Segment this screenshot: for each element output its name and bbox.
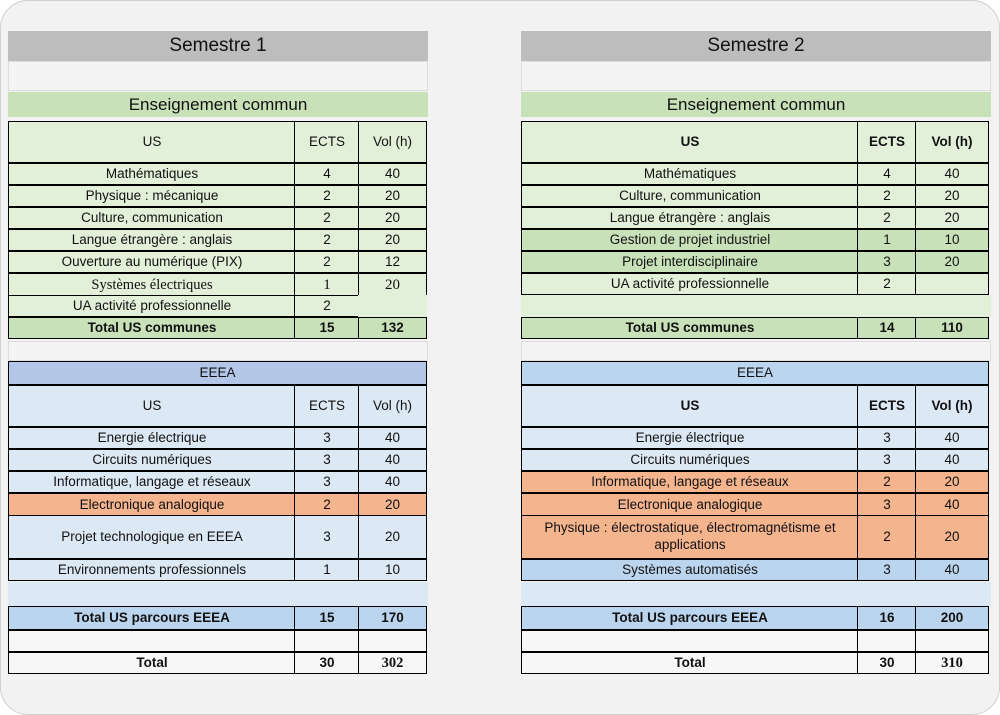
s2-total-vol: 310 (915, 652, 989, 674)
blank-cell (8, 630, 296, 652)
blank-cell (857, 630, 917, 652)
s1-common-vol: 12 (358, 251, 427, 273)
s2-common-us: Langue étrangère : anglais (521, 207, 859, 229)
s2-common-ects: 2 (857, 207, 917, 229)
s1-total-label: Total (8, 652, 296, 674)
s2-common-us: Culture, communication (521, 185, 859, 207)
s2-eeea-us: Informatique, langage et réseaux (521, 471, 859, 493)
s1-common-vol: 20 (358, 273, 427, 297)
s1-eeea-header-vol: Vol (h) (358, 385, 427, 427)
s1-common-us: Physique : mécanique (8, 185, 296, 207)
s2-common-vol: 20 (915, 207, 989, 229)
s1-common-title: Enseignement commun (8, 92, 428, 117)
s2-common-vol: 40 (915, 163, 989, 185)
s1-eeea-us: Energie électrique (8, 427, 296, 449)
blank-row (8, 582, 428, 606)
s1-eeea-ects: 2 (294, 493, 360, 517)
s1-common-us: Langue étrangère : anglais (8, 229, 296, 251)
blank-row (521, 341, 991, 361)
s2-eeea-ects: 2 (857, 515, 917, 559)
s2-common-vol: 20 (915, 185, 989, 207)
s2-eeea-us: Circuits numériques (521, 449, 859, 471)
s2-common-total-vol: 110 (915, 317, 989, 339)
s2-eeea-vol: 40 (915, 427, 989, 449)
s2-header-us: US (521, 121, 859, 163)
s1-common-us: Ouverture au numérique (PIX) (8, 251, 296, 273)
s1-header-us: US (8, 121, 296, 163)
s2-total-ects: 30 (857, 652, 917, 674)
s2-eeea-us: Physique : électrostatique, électromagnétisme et applications (521, 515, 859, 559)
s2-eeea-vol: 40 (915, 449, 989, 471)
s2-eeea-total-vol: 200 (915, 606, 989, 630)
s1-eeea-vol: 40 (358, 471, 427, 493)
s2-common-ects: 1 (857, 229, 917, 251)
s1-eeea-vol: 20 (358, 515, 427, 559)
s1-common-us: Culture, communication (8, 207, 296, 229)
s1-common-vol: 20 (358, 185, 427, 207)
s1-common-us: Systèmes électriques (8, 273, 296, 297)
s2-common-ects: 2 (857, 273, 917, 295)
blank-row (521, 582, 991, 606)
s2-eeea-vol: 40 (915, 559, 989, 581)
s2-eeea-us: Systèmes automatisés (521, 559, 859, 581)
s2-common-total-label: Total US communes (521, 317, 859, 339)
s2-eeea-header-us: US (521, 385, 859, 427)
s1-eeea-ects: 3 (294, 471, 360, 493)
s1-common-vol: 20 (358, 229, 427, 251)
s1-eeea-us: Electronique analogique (8, 493, 296, 517)
s2-eeea-ects: 2 (857, 471, 917, 493)
s1-eeea-us: Circuits numériques (8, 449, 296, 471)
s2-common-us: Mathématiques (521, 163, 859, 185)
s2-eeea-vol: 20 (915, 471, 989, 493)
s1-common-ects: 2 (294, 229, 360, 251)
s2-eeea-us: Electronique analogique (521, 493, 859, 517)
s2-eeea-vol: 40 (915, 493, 989, 517)
s2-common-us: Gestion de projet industriel (521, 229, 859, 251)
semester-2-title: Semestre 2 (521, 31, 991, 61)
s2-common-us: UA activité professionnelle (521, 273, 859, 295)
s1-common-total-label: Total US communes (8, 317, 296, 339)
s1-eeea-ects: 3 (294, 515, 360, 559)
s1-eeea-us: Informatique, langage et réseaux (8, 471, 296, 493)
s1-eeea-header-us: US (8, 385, 296, 427)
s1-common-vol: 20 (358, 207, 427, 229)
s1-common-ects: 1 (294, 273, 360, 297)
s2-eeea-ects: 3 (857, 427, 917, 449)
blank-row (8, 341, 428, 361)
s1-common-us: UA activité professionnelle (8, 295, 296, 317)
s1-common-total-ects: 15 (294, 317, 360, 339)
s2-header-ects: ECTS (857, 121, 917, 163)
s1-eeea-ects: 1 (294, 559, 360, 581)
s2-eeea-header-vol: Vol (h) (915, 385, 989, 427)
s2-common-ects: 2 (857, 185, 917, 207)
s1-header-vol: Vol (h) (358, 121, 427, 163)
s2-eeea-header-ects: ECTS (857, 385, 917, 427)
s2-common-us: Projet interdisciplinaire (521, 251, 859, 273)
blank-row (521, 61, 991, 91)
s1-common-ects: 2 (294, 251, 360, 273)
s1-common-us: Mathématiques (8, 163, 296, 185)
s2-common-vol: 20 (915, 251, 989, 273)
s2-eeea-ects: 3 (857, 449, 917, 471)
blank-cell (358, 630, 427, 652)
s1-eeea-ects: 3 (294, 449, 360, 471)
blank-cell (294, 630, 360, 652)
s2-eeea-title: EEEA (521, 361, 989, 385)
s1-common-ects: 4 (294, 163, 360, 185)
s2-common-total-ects: 14 (857, 317, 917, 339)
s2-total-label: Total (521, 652, 859, 674)
semester-1-title: Semestre 1 (8, 31, 428, 61)
s2-common-vol (915, 273, 989, 295)
s1-eeea-header-ects: ECTS (294, 385, 360, 427)
s2-eeea-total-label: Total US parcours EEEA (521, 606, 859, 630)
s2-eeea-ects: 3 (857, 559, 917, 581)
s1-eeea-title: EEEA (8, 361, 427, 385)
s1-common-vol (358, 295, 427, 317)
s1-total-ects: 30 (294, 652, 360, 674)
s1-common-ects: 2 (294, 185, 360, 207)
s1-eeea-total-vol: 170 (358, 606, 427, 630)
s1-eeea-us: Projet technologique en EEEA (8, 515, 296, 559)
s1-header-ects: ECTS (294, 121, 360, 163)
s2-eeea-ects: 3 (857, 493, 917, 517)
s1-eeea-us: Environnements professionnels (8, 559, 296, 581)
s1-eeea-vol: 10 (358, 559, 427, 581)
s1-common-ects: 2 (294, 207, 360, 229)
s2-common-ects: 4 (857, 163, 917, 185)
s2-header-vol: Vol (h) (915, 121, 989, 163)
s1-eeea-vol: 40 (358, 427, 427, 449)
blank-row (521, 295, 991, 317)
blank-cell (915, 630, 989, 652)
s2-eeea-total-ects: 16 (857, 606, 917, 630)
s2-common-title: Enseignement commun (521, 92, 991, 117)
s1-common-vol: 40 (358, 163, 427, 185)
s1-common-total-vol: 132 (358, 317, 427, 339)
s1-eeea-total-label: Total US parcours EEEA (8, 606, 296, 630)
blank-cell (521, 630, 859, 652)
s1-eeea-vol: 20 (358, 493, 427, 517)
s1-eeea-vol: 40 (358, 449, 427, 471)
s2-common-vol: 10 (915, 229, 989, 251)
s1-eeea-ects: 3 (294, 427, 360, 449)
s1-common-ects: 2 (294, 295, 360, 317)
s2-eeea-us: Energie électrique (521, 427, 859, 449)
s1-eeea-total-ects: 15 (294, 606, 360, 630)
blank-row (8, 61, 428, 91)
s2-common-ects: 3 (857, 251, 917, 273)
s2-eeea-vol: 20 (915, 515, 989, 559)
s1-total-vol: 302 (358, 652, 427, 674)
